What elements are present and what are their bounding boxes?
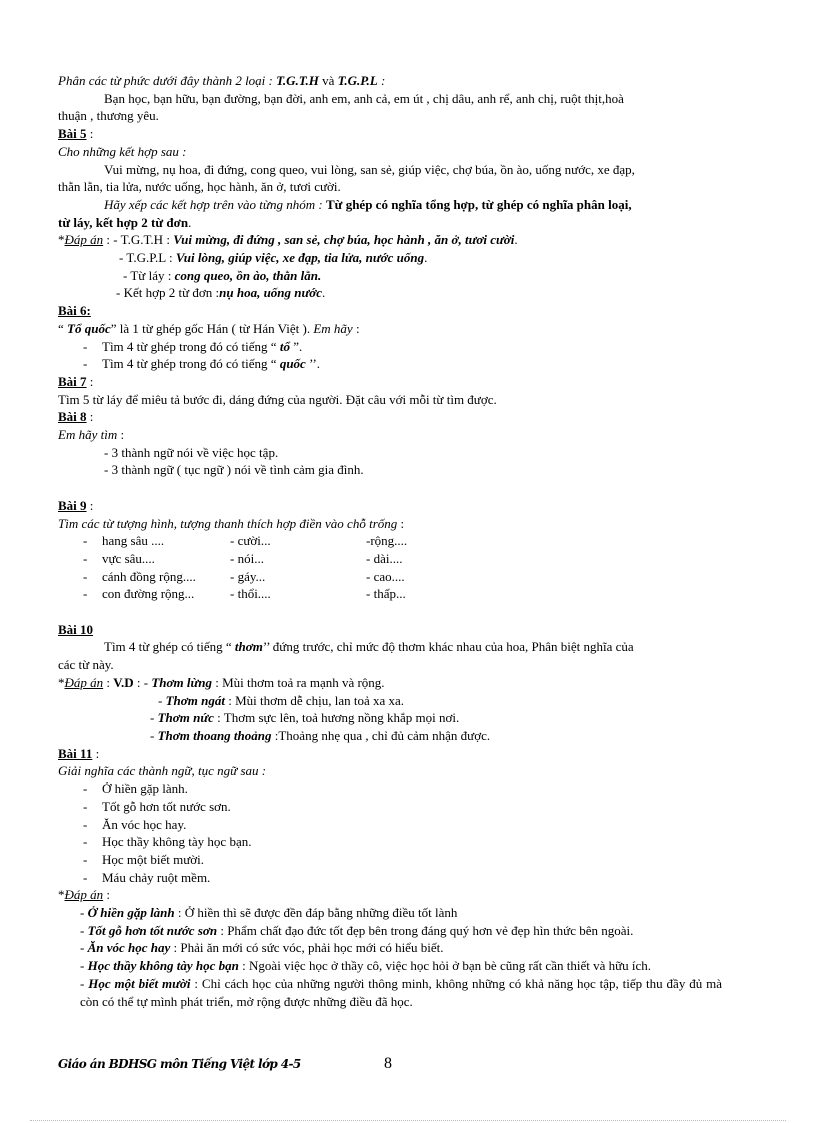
bai11-term: Ở hiền gặp lành [87,905,175,921]
bai6-item-1-key: tổ [279,338,290,354]
bai11-def: : Chỉ cách học của những người thông minh, không những có khả năng học tập, tiếp thu đầy đủ mà còn có thể tự mình phát triển, mở rộng được những điều đã học. [80,975,722,1009]
bai6-item-1-text: Tìm 4 từ ghép trong đó có tiếng “ [102,338,280,354]
footer-title: Giáo án BDHSG môn Tiếng Việt lớp 4-5 [58,1057,301,1071]
bai10-answer-4: - Thơm thoang thoảng :Thoảng nhẹ qua , chỉ đủ cảm nhận được. [150,727,491,743]
bai8-item-1: - 3 thành ngữ nói về việc học tập. [104,444,279,460]
bai9-cell: - cánh đồng rộng.... [102,568,196,584]
bai6-item-2-text: Tìm 4 từ ghép trong đó có tiếng “ [102,356,280,372]
bai9-heading [58,497,722,515]
bai11-title: Bài 11 [58,745,93,761]
bai9-prompt [58,515,722,533]
bai10-line-2: các từ này. [58,657,114,673]
answer-star: * [58,232,65,248]
bai10-text-a: Tìm 4 từ ghép có tiếng “ [104,639,235,655]
bai6-item-1-end: ”. [289,338,303,354]
intro-words-line-2: thuận , thương yêu. [58,108,159,124]
bai11-item: - Ở hiền gặp lành. [80,780,722,798]
bai10-term: Thơm lừng [151,674,212,690]
bai9-row [80,532,722,550]
bai11-answer: - Học thầy không tày học bạn : Ngoài việc học ở thầy cô, việc học hỏi ở bạn bè cũng rất cần thiết và hữu ích. [80,958,652,974]
bai5-task-line-1 [58,196,722,214]
bai9-cell: - nói... [230,550,264,566]
bai5-colon: : [86,126,94,142]
bai8-prompt [58,426,722,444]
bai5-task-groups-2: từ láy, kết hợp 2 từ đơn [58,214,189,230]
bai7-text: Tìm 5 từ láy để miêu tả bước đi, dáng đứng của người. Đặt câu với mỗi từ tìm được. [58,391,497,407]
bai11-answer: - Ăn vóc học hay : Phải ăn mới có sức vóc, phải học mới có hiểu biết. [80,940,444,956]
bai6-item-2-end: ’’. [305,356,321,372]
bai5-answer-3-label: - Từ láy : [123,267,175,283]
bai5-answer-4-label: - Kết hợp 2 từ đơn : [116,285,220,301]
bai5-list-line-2: thằn lằn, tia lửa, nước uống, học hành, ăn ở, tươi cười. [58,179,341,195]
bai10-heading [58,621,722,639]
bai5-task-groups: Từ ghép có nghĩa tổng hợp, từ ghép có nghĩa phân loại, [325,196,632,212]
bai6-quote-open: “ [58,320,68,336]
bai11-def: : Phẩm chất đạo đức tốt đẹp bên trong đáng quý hơn vẻ đẹp hìn thức bên ngoài. [217,922,634,938]
bai6-heading [58,302,722,320]
bai5-task-text: Hãy xếp các kết hợp trên vào từng nhóm : [104,196,326,212]
bai9-cell: - thổi.... [230,586,271,602]
bai9-cell: - vực sâu.... [102,550,155,566]
bai8-prompt-text: Em hãy tìm [58,427,118,443]
bai9-cell: - hang sâu .... [102,533,165,549]
bai9-title: Bài 9 [58,497,87,513]
bai9-cell: - dài.... [366,550,403,566]
bai5-list-line-1: Vui mừng, nụ hoa, đi đứng, cong queo, vui lòng, san sẻ, giúp việc, chợ búa, ồn ào, uống nước, xe đạp, [104,161,635,177]
bai6-line [58,320,722,338]
bai6-item-2-key: quốc [279,356,306,372]
bai6-colon: : [352,320,360,336]
answer-label: Đáp án [64,887,104,903]
bai8-item-2: - 3 thành ngữ ( tục ngữ ) nói về tình cảm gia đình. [104,462,364,478]
bai5-answer-2-end: . [424,250,428,266]
bai11-item: - Tốt gỗ hơn tốt nước sơn. [80,798,722,816]
bai8-prompt-colon: : [117,427,125,443]
bai6-keyword: Tổ quốc [67,320,111,336]
bai11-item: - Học một biết mười. [80,851,722,869]
bai11-term: Ăn vóc học hay [87,940,171,956]
intro-and: và [318,73,338,88]
bai9-row [80,585,722,603]
page-number: 8 [384,1055,392,1072]
bai7-title: Bài 7 [58,373,87,389]
bai10-vd-sep: : [103,674,114,690]
bai11-item: - Ăn vóc học hay. [80,816,722,834]
bai11-def: : Ở hiền thì sẽ được đền đáp bằng những điều tốt lành [174,905,458,921]
bai5-heading [58,125,722,143]
bai11-answer-heading [58,886,722,904]
bai11-prompt: Giải nghĩa các thành ngữ, tục ngữ sau : [58,763,267,779]
bai10-title: Bài 10 [58,621,94,637]
bai11-item: - Máu chảy ruột mềm. [80,869,722,887]
bai11-term: Học một biết mười [88,975,191,991]
answer-star: * [58,674,65,690]
bai9-row [80,550,722,568]
bai6-text: ” là 1 từ ghép gốc Hán ( từ Hán Việt ). [110,320,314,336]
bai10-vd: V.D [113,674,134,690]
bai9-prompt-colon: : [397,515,405,531]
bai5-answer-3 [58,267,722,285]
bai10-answer-1 [58,674,722,692]
bai10-term: Thơm ngát [165,692,225,708]
bai10-answer-3: - Thơm nức : Thơm sực lên, toả hương nồng khắp mọi nơi. [150,710,460,726]
bai5-answer-4 [58,284,722,302]
bai11-answers [58,904,722,1010]
bai9-colon: : [86,497,94,513]
intro-words-line-1: Bạn học, bạn hữu, bạn đường, bạn đời, anh em, anh cả, em út , chị dâu, anh rể, anh chị, ruột thịt,hoà [104,90,624,106]
intro-colon: : [377,73,386,88]
bai5-prompt: Cho những kết hợp sau : [58,143,187,159]
bai5-answer-1-end: . [514,232,518,248]
bai5-answer-4-end: . [322,285,326,301]
bai11-heading [58,745,722,763]
bai10-term: Thơm nức [157,710,214,726]
bai11-def: : Ngoài việc học ở thầy cô, việc học hỏi ở bạn bè cũng rất cần thiết và hữu ích. [238,958,652,974]
bai8-heading [58,408,722,426]
bai9-cell: - cười... [230,533,271,549]
bai7-colon: : [86,373,94,389]
bai10-def: : Mùi thơm dễ chịu, lan toả xa xa. [224,692,405,708]
bai11-def: : Phải ăn mới có sức vóc, phải học mới có hiểu biết. [170,940,444,956]
bai6-item-2 [80,355,722,373]
bai7-heading [58,373,722,391]
bai6-em-hay: Em hãy [313,320,353,336]
bai11-term: Học thầy không tày học bạn [87,958,239,974]
bai5-task-line-2 [58,214,722,232]
answer-label: Đáp án [64,232,104,248]
bai5-answer-3-words: cong queo, ồn ào, thằn lằn. [174,267,322,283]
page-footer [58,1055,722,1077]
answer-label: Đáp án [64,674,104,690]
bai9-cell: - con đường rộng... [102,586,195,602]
bai11-term: Tốt gỗ hơn tốt nước sơn [87,922,218,938]
bai10-def: : Thơm sực lên, toả hương nồng khắp mọi nơi. [213,710,460,726]
bai11-answer-colon: : [103,887,111,903]
intro-line [58,72,722,90]
intro-tgth: T.G.T.H [276,73,319,88]
bai5-answer-2-label: - T.G.P.L : [119,250,176,266]
bai11-answer: - Ở hiền gặp lành : Ở hiền thì sẽ được đền đáp bằng những điều tốt lành [80,905,458,921]
bai5-answer-1 [58,231,722,249]
bai11-item: - Học thầy không tày học bạn. [80,833,722,851]
answer-star: * [58,887,65,903]
bai10-line-1 [58,638,722,656]
bai9-cell: - thấp... [366,586,406,602]
bai5-answer-2-words: Vui lòng, giúp việc, xe đạp, tia lửa, nước uống [175,250,425,266]
bai5-answer-4-words: nụ hoa, uống nước [219,285,323,301]
bai9-cell: - gáy... [230,568,266,584]
bai10-keyword: thơm [234,639,263,655]
bai9-fill-table [80,532,722,603]
bottom-divider [30,1120,786,1121]
bai5-answer-1-words: Vui mừng, đi đứng , san sẻ, chợ búa, học hành , ăn ở, tươi cười [173,232,515,248]
bai5-answer-2 [58,249,722,267]
intro-tgpl: T.G.P.L [337,73,378,88]
bai10-term: Thơm thoang thoảng [157,727,272,743]
bai6-title: Bài 6: [58,303,91,319]
bai5-title: Bài 5 [58,126,87,142]
intro-text: Phân các từ phức dưới đây thành 2 loại : [58,73,277,88]
bai11-list [80,780,722,886]
bai5-task-end: . [188,214,192,230]
bai9-row [80,568,722,586]
document-page [58,72,722,1010]
bai11-answer: - Học một biết mười : Chỉ cách học của những người thông minh, không những có khả năng học tập, tiếp thu đầy đủ mà còn có thể tự mình phát triển, mở rộng được những điều đã học. [80,975,722,1009]
bai9-prompt-text: Tìm các từ tượng hình, tượng thanh thích hợp điền vào chỗ trống [58,515,398,531]
bai10-def: :Thoảng nhẹ qua , chỉ đủ cảm nhận được. [271,727,491,743]
bai10-def: : Mùi thơm toả ra mạnh và rộng. [211,674,385,690]
bai10-answer-2: - Thơm ngát : Mùi thơm dễ chịu, lan toả xa xa. [158,692,405,708]
bai11-colon: : [92,745,100,761]
bai11-answer: - Tốt gỗ hơn tốt nước sơn : Phẩm chất đạo đức tốt đẹp bên trong đáng quý hơn vẻ đẹp hìn thức bên ngoài. [80,922,634,938]
bai5-answer-1-label: : - T.G.T.H : [103,232,174,248]
bai10-text-c: ’’ đứng trước, chỉ mức độ thơm khác nhau của hoa, Phân biệt nghĩa của [262,639,634,655]
bai9-cell: -rộng.... [366,533,408,549]
bai8-colon: : [86,409,94,425]
bai10-vd-dash: : - [133,674,152,690]
bai8-title: Bài 8 [58,409,87,425]
bai6-item-1 [80,338,722,356]
bai9-cell: - cao.... [366,568,405,584]
